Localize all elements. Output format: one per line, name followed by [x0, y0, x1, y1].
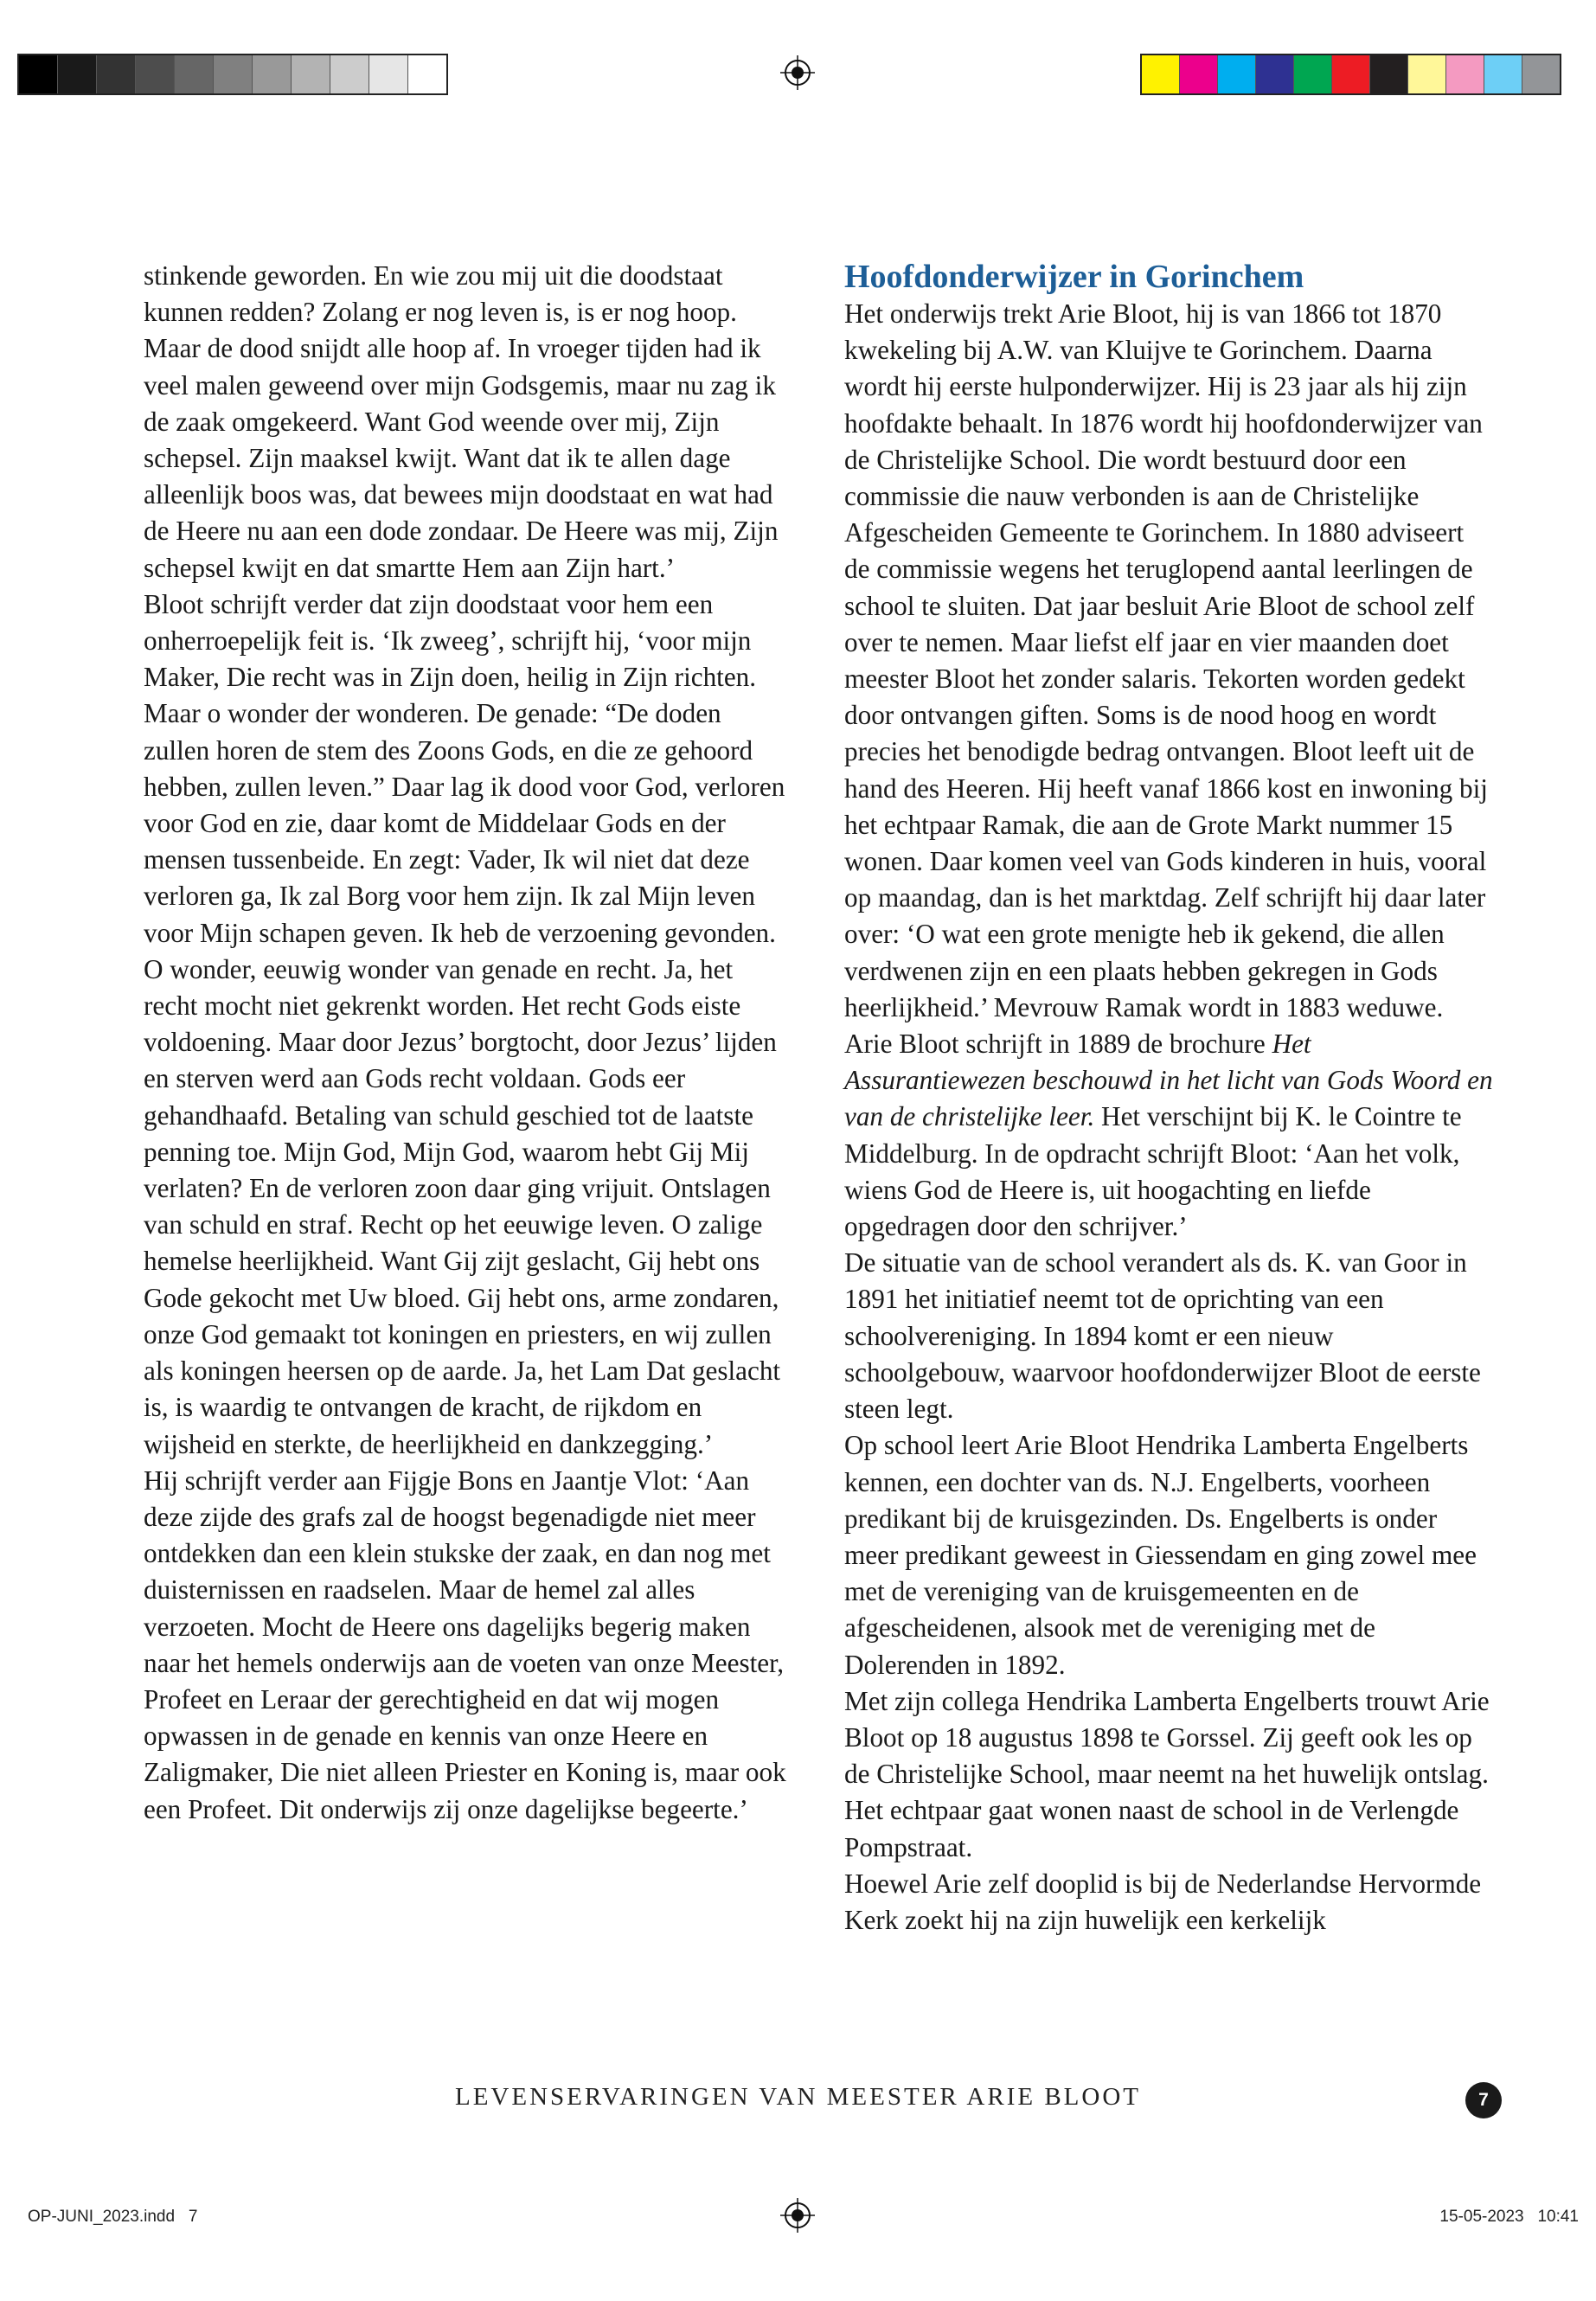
slug-datetime: 15-05-2023 10:41 [1439, 2208, 1579, 2226]
brochure-details: Het verschijnt bij K. le Cointre te Middelburg. In de opdracht schrijft Bloot: ‘Aan het volk, wiens God de Heere is, uit hoogachting en liefde opgedragen door den schrijver.’ [844, 1101, 1462, 1242]
right-paragraph-5: Met zijn collega Hendrika Lamberta Engelberts trouwt Arie Bloot op 18 augustus 1898 te Gorssel. Zij geeft ook les op de Christelijke School, maar neemt na het huwelijk ontslag. Het echtpaar gaat wonen naast de school in de Verlengde Pompstraat. [844, 1685, 1490, 1862]
grayscale-swatch [97, 55, 136, 93]
color-swatch [1408, 55, 1446, 93]
color-swatch [1370, 55, 1408, 93]
color-swatch [1522, 55, 1560, 93]
right-paragraph-3: De situatie van de school verandert als ds. K. van Goor in 1891 het initiatief neemt tot de oprichting van een schoolvereniging. In 1894 komt er een nieuw schoolgebouw, waarvoor hoofdonderwijzer Bloot de eerste steen legt. [844, 1247, 1481, 1425]
right-paragraph-1: Het onderwijs trekt Arie Bloot, hij is van 1866 tot 1870 kwekeling bij A.W. van Kluijve te Gorinchem. Daarna wordt hij eerste hulponderwijzer. Hij is 23 jaar als hij zijn hoofdakte behaalt. In 1876 wordt hij hoofdonderwijzer van de Christelijke School. Die wordt bestuurd door een commissie die nauw verbonden is aan de Christelijke Afgescheiden Gemeente te Gorinchem. In 1880 adviseert de commissie wegens het teruglopend aantal leerlingen de school te sluiten. Dat jaar besluit Arie Bloot de school zelf over te nemen. Maar liefst elf jaar en vier maanden doet meester Bloot het zonder salaris. Tekorten worden gedekt door ontvangen giften. Soms is de nood hoog en wordt precies het benodigde bedrag ontvangen. Bloot leeft uit de hand des Heeren. Hij heeft vanaf 1866 kost en inwoning bij het echtpaar Ramak, die aan de Grote Markt nummer 15 wonen. Daar komen veel van Gods kinderen in huis, vooral op maandag, dan is het marktdag. Zelf schrijft hij daar later over: ‘O wat een grote menigte heb ik gekend, die allen verdwenen zijn en een plaats hebben gekregen in Gods heerlijkheid.’ Mevrouw Ramak wordt in 1883 weduwe. [844, 298, 1488, 1022]
color-swatch [1332, 55, 1370, 93]
grayscale-swatch [136, 55, 175, 93]
grayscale-swatch [253, 55, 292, 93]
color-swatch [1142, 55, 1180, 93]
grayscale-swatch [58, 55, 97, 93]
color-swatch [1446, 55, 1484, 93]
slug-filename: OP-JUNI_2023.indd 7 [28, 2208, 198, 2226]
right-paragraph-2 [844, 1026, 1493, 1245]
grayscale-swatch [330, 55, 369, 93]
grayscale-swatch [408, 55, 446, 93]
grayscale-swatch [292, 55, 330, 93]
right-paragraph-6: Hoewel Arie zelf dooplid is bij de Nederlandse Hervormde Kerk zoekt hij na zijn huwelijk een kerkelijk [844, 1868, 1482, 1935]
grayscale-bar [17, 54, 448, 95]
color-swatch [1294, 55, 1332, 93]
running-footer-title: LEVENSERVARINGEN VAN MEESTER ARIE BLOOT [455, 2083, 1141, 2111]
right-column [844, 258, 1493, 1939]
page-number-badge: 7 [1465, 2082, 1502, 2118]
registration-mark-top [780, 55, 815, 90]
brochure-intro: Arie Bloot schrijft in 1889 de brochure [844, 1029, 1272, 1060]
grayscale-swatch [369, 55, 408, 93]
color-swatch [1256, 55, 1294, 93]
left-paragraph-1: stinkende geworden. En wie zou mij uit die doodstaat kunnen redden? Zolang er nog leven is, is er nog hoop. Maar de dood snijdt alle hoop af. In vroeger tijden had ik veel malen geweend over mijn Godsgemis, maar nu zag ik de zaak omgekeerd. Want God weende over mij, Zijn schepsel. Zijn maaksel kwijt. Want dat ik te allen dage alleenlijk boos was, dat bewees mijn doodstaat en wat had de Heere nu aan een dode zondaar. De Heere was mij, Zijn schepsel kwijt en dat smartte Hem aan Zijn hart.’ [144, 260, 779, 583]
section-heading: Hoofdonderwijzer in Gorinchem [844, 259, 1304, 295]
color-swatch [1218, 55, 1256, 93]
color-bar [1140, 54, 1561, 95]
left-paragraph-2: Bloot schrijft verder dat zijn doodstaat voor hem een onherroepelijk feit is. ‘Ik zweeg’, schrijft hij, ‘voor mijn Maker, Die recht was in Zijn doen, heilig in Zijn richten. Maar o wonder der wonderen. De genade: “De doden zullen horen de stem des Zoons Gods, en die ze gehoord hebben, zullen leven.” Daar lag ik dood voor God, verloren voor God en zie, daar komt de Middelaar Gods en der mensen tussenbeide. En zegt: Vader, Ik wil niet dat deze verloren ga, Ik zal Borg voor hem zijn. Ik zal Mijn leven voor Mijn schapen geven. Ik heb de verzoening gevonden. O wonder, eeuwig wonder van genade en recht. Ja, het recht mocht niet gekrenkt worden. Het recht Gods eiste voldoening. Maar door Jezus’ borgtocht, door Jezus’ lijden en sterven werd aan Gods recht voldaan. Gods eer gehandhaafd. Betaling van schuld geschied tot de laatste penning toe. Mijn God, Mijn God, waarom hebt Gij Mij verlaten? En de verloren zoon daar ging vrijuit. Ontslagen van schuld en straf. Recht op het eeuwige leven. O zalige hemelse heerlijkheid. Want Gij zijt geslacht, Gij hebt ons Gode gekocht met Uw bloed. Gij hebt ons, arme zondaren, onze God gemaakt tot koningen en priesters, en wij zullen als koningen heersen op de aarde. Ja, het Lam Dat geslacht is, is waardig te ontvangen de kracht, de rijkdom en wijsheid en sterkte, de heerlijkheid en dankzegging.’ [144, 588, 785, 1459]
registration-mark-bottom [780, 2198, 815, 2233]
grayscale-swatch [175, 55, 214, 93]
color-swatch [1180, 55, 1218, 93]
right-paragraph-4: Op school leert Arie Bloot Hendrika Lamberta Engelberts kennen, een dochter van ds. N.J. Engelberts, voorheen predikant bij de kruisgezinden. Ds. Engelberts is onder meer predikant geweest in Giessendam en ging zowel mee met de vereniging van de kruisgemeenten en de afgescheidenen, alsook met de vereniging met de Dolerenden in 1892. [844, 1430, 1477, 1680]
color-swatch [1484, 55, 1522, 93]
left-column [144, 258, 792, 1828]
left-paragraph-3: Hij schrijft verder aan Fijgje Bons en Jaantje Vlot: ‘Aan deze zijde des grafs zal de hoogst begenadigde niet meer ontdekken dan een klein stukske der zaak, en dan nog met duisternissen en raadselen. Maar de hemel zal alles verzoeten. Mocht de Heere ons dagelijks begerig maken naar het hemels onderwijs aan de voeten van onze Meester, Profeet en Leraar der gerechtigheid en dat wij mogen opwassen in de genade en kennis van onze Heere en Zaligmaker, Die niet alleen Priester en Koning is, maar ook een Profeet. Dit onderwijs zij onze dagelijkse begeerte.’ [144, 1465, 786, 1824]
grayscale-swatch [19, 55, 58, 93]
brochure-title: Het Assurantiewezen beschouwd in het licht van Gods Woord en van de christelijke leer. [844, 1029, 1493, 1132]
grayscale-swatch [214, 55, 253, 93]
